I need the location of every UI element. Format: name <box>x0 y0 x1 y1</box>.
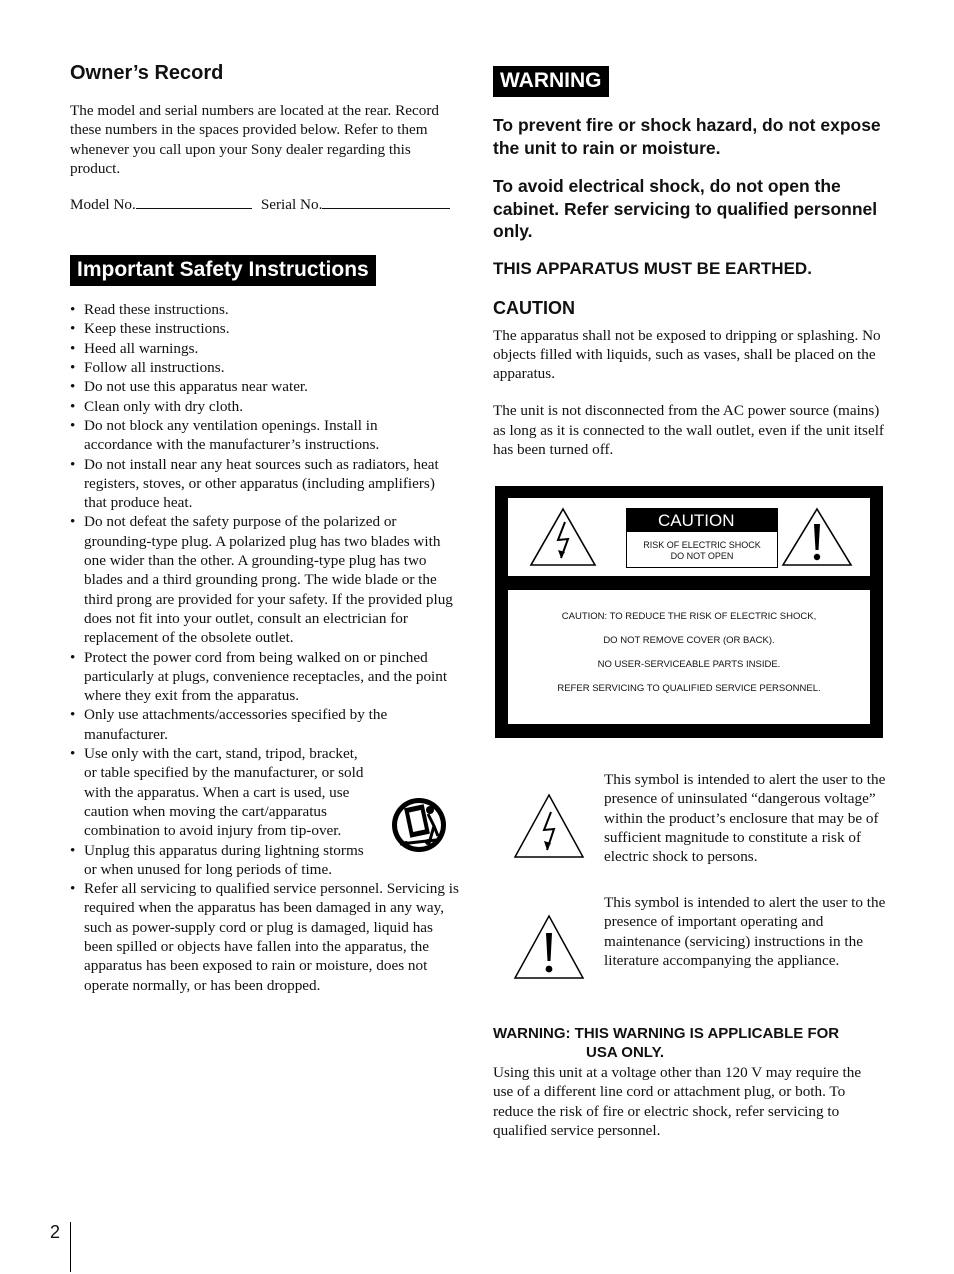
list-item <box>70 841 462 880</box>
list-item: • Do not block any ventilation openings. Install in accordance with the manufacturer’s instructions. <box>70 416 462 455</box>
exclamation-warning-icon <box>780 506 854 568</box>
exclamation-symbol-text: This symbol is intended to alert the user to the presence of important operating and maintenance (servicing) instructions in the literature accompanying the appliance. <box>604 894 886 969</box>
safety-list <box>70 300 462 995</box>
usa-warning-text: Using this unit at a voltage other than 120 V may require the use of a different line cord or attachment plug, or both. To reduce the risk of fire or electric shock, refer servicing to qualified service personnel. <box>493 1064 862 1139</box>
caution-tag-line-2: DO NOT OPEN <box>670 551 734 561</box>
unplug-item-text: • Unplug this apparatus during lightning storms or when unused for long periods of time. <box>84 841 364 878</box>
list-item: • Only use attachments/accessories specified by the manufacturer. <box>70 705 462 744</box>
lightning-symbol-text: This symbol is intended to alert the user to the presence of uninsulated “dangerous voltage” within the product’s enclosure that may be of sufficient magnitude to constitute a risk of electric shock to persons. <box>604 771 886 866</box>
list-item: • Do not defeat the safety purpose of the polarized or grounding-type plug. A polarized plug has two blades with one wider than the other. A grounding-type plug has two blades and a third grounding prong. The wide blade or the third prong are provided for your safety. If the provided plug does not fit into your outlet, consult an electrician for replacement of the obsolete outlet. <box>70 512 462 647</box>
list-item: • Clean only with dry cloth. <box>70 397 462 416</box>
caution-label <box>495 486 883 738</box>
caution-label-top <box>508 498 870 576</box>
list-item: • Read these instructions. <box>70 300 462 319</box>
page-number: 2 <box>50 1222 61 1242</box>
exclamation-symbol-icon <box>513 913 585 981</box>
record-fields <box>70 196 462 214</box>
caution-tag-line-1: RISK OF ELECTRIC SHOCK <box>643 540 761 550</box>
lightning-symbol-icon <box>513 792 585 860</box>
list-item: • Do not use this apparatus near water. <box>70 377 462 396</box>
list-item <box>70 744 462 840</box>
caution-tag <box>626 508 778 568</box>
warning-line-2: To avoid electrical shock, do not open the cabinet. Refer servicing to qualified personnel only. <box>493 176 878 241</box>
caution-tag-heading: CAUTION <box>627 509 777 532</box>
serial-line <box>322 207 450 209</box>
label-line-3: NO USER-SERVICEABLE PARTS INSIDE. <box>597 659 781 670</box>
serial-label: Serial No. <box>260 196 323 214</box>
usa-warning-heading-2: USA ONLY. <box>586 1044 665 1061</box>
list-item: • Protect the power cord from being walked on or pinched particularly at plugs, convenience receptacles, and the point where they exit from the apparatus. <box>70 648 462 706</box>
usa-warning <box>493 1024 888 1140</box>
page-rule <box>70 1222 71 1272</box>
caution-heading: CAUTION <box>493 297 575 318</box>
warning-banner: WARNING <box>493 66 609 97</box>
left-column <box>70 60 462 995</box>
caution-text-2: The unit is not disconnected from the AC power source (mains) as long as it is connected to the wall outlet, even if the unit itself has been turned off. <box>493 402 884 458</box>
list-item: • Heed all warnings. <box>70 339 462 358</box>
list-item: • Follow all instructions. <box>70 358 462 377</box>
owners-record-text: The model and serial numbers are located at the rear. Record these numbers in the spaces provided below. Refer to them whenever you call upon your Sony dealer regarding this product. <box>70 102 439 177</box>
owners-record-title: Owner’s Record <box>70 62 224 84</box>
lightning-warning-icon <box>528 506 598 568</box>
list-item: • Keep these instructions. <box>70 319 462 338</box>
label-line-4: REFER SERVICING TO QUALIFIED SERVICE PERSONNEL. <box>557 683 821 694</box>
cart-item-text: • Use only with the cart, stand, tripod, bracket, or table specified by the manufacturer, or sold with the apparatus. When a cart is used, use caution when moving the cart/apparatus combination to avoid injury from tip-over. <box>84 745 364 840</box>
safety-title: Important Safety Instructions <box>70 255 376 286</box>
list-item: • Do not install near any heat sources such as radiators, heat registers, stoves, or other apparatus (including amplifiers) that produce heat. <box>70 455 462 513</box>
model-label: Model No. <box>70 196 136 214</box>
usa-warning-heading-1: WARNING: THIS WARNING IS APPLICABLE FOR <box>493 1025 840 1042</box>
earthed-notice: THIS APPARATUS MUST BE EARTHED. <box>493 258 812 278</box>
caution-text-1: The apparatus shall not be exposed to dripping or splashing. No objects filled with liquids, such as vases, shall be placed on the apparatus. <box>493 326 881 383</box>
caution-label-bottom <box>508 590 870 724</box>
model-line <box>136 207 252 209</box>
right-column <box>493 66 885 459</box>
label-line-1: CAUTION: TO REDUCE THE RISK OF ELECTRIC SHOCK, <box>561 611 817 622</box>
usa-warning-heading <box>493 1024 888 1062</box>
list-item: • Refer all servicing to qualified service personnel. Servicing is required when the apparatus has been damaged in any way, such as power-supply cord or plug is damaged, liquid has been spilled or objects have fallen into the apparatus, the apparatus has been exposed to rain or moisture, does not operate normally, or has been dropped. <box>70 879 462 995</box>
warning-line-1: To prevent fire or shock hazard, do not expose the unit to rain or moisture. <box>493 115 881 158</box>
label-line-2: DO NOT REMOVE COVER (OR BACK). <box>603 635 775 646</box>
